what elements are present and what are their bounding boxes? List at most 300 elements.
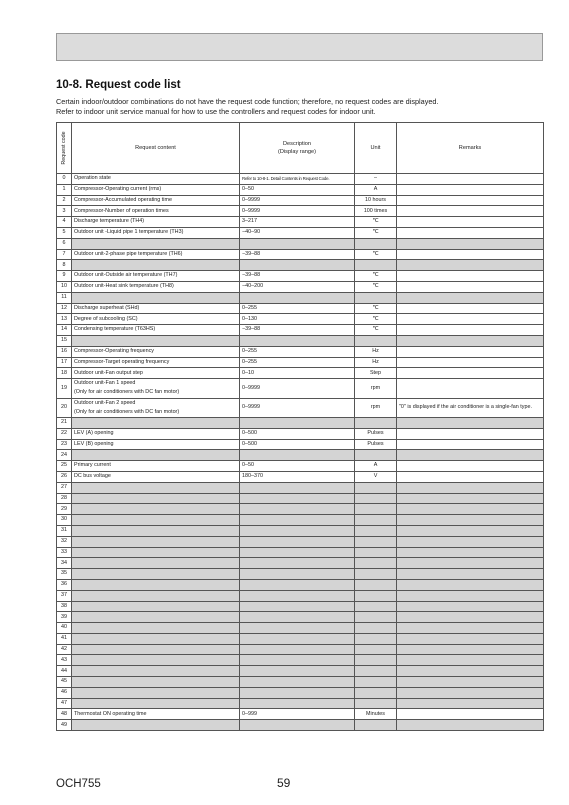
display-range-cell: −39–88 [240,325,355,336]
unit-cell [355,601,397,612]
remarks-cell [397,184,544,195]
request-code-cell: 25 [57,461,72,472]
remarks-cell [397,461,544,472]
remarks-cell [397,238,544,249]
unit-cell [355,633,397,644]
table-row [57,428,544,439]
table-row [57,569,544,580]
display-range-cell: −39–88 [240,249,355,260]
remarks-cell [397,379,544,398]
display-range-cell: 3–217 [240,217,355,228]
display-range-cell: 0–999 [240,709,355,720]
unit-cell: ℃ [355,303,397,314]
request-code-cell: 34 [57,558,72,569]
unit-cell [355,482,397,493]
remarks-cell [397,417,544,428]
request-content-cell: Compressor-Number of operation times [72,206,240,217]
remarks-cell [397,206,544,217]
request-code-cell: 1 [57,184,72,195]
display-range-cell [240,655,355,666]
display-range-cell: Refer to 10-8-1. Detail Contents in Request Code. [240,174,355,185]
display-range-cell [240,482,355,493]
display-range-cell: 0–50 [240,461,355,472]
table-row [57,303,544,314]
table-row [57,493,544,504]
remarks-cell [397,579,544,590]
unit-cell [355,450,397,461]
unit-cell: ℃ [355,281,397,292]
request-content-cell [72,536,240,547]
request-code-cell: 42 [57,644,72,655]
request-content-cell: Degree of subcooling (SC) [72,314,240,325]
request-content-cell [72,238,240,249]
request-code-cell: 6 [57,238,72,249]
unit-cell [355,612,397,623]
intro-text [56,97,536,117]
request-code-cell: 30 [57,515,72,526]
remarks-cell [397,325,544,336]
request-code-cell: 4 [57,217,72,228]
header-request-code: Request code [57,123,72,174]
table-row [57,482,544,493]
unit-cell [355,579,397,590]
intro-line-1: Certain indoor/outdoor combinations do not have the request code function; therefore, no request codes are displayed. [56,97,439,106]
display-range-cell: 0–130 [240,314,355,325]
remarks-cell [397,590,544,601]
unit-cell [355,525,397,536]
request-code-cell: 2 [57,195,72,206]
table-row [57,292,544,303]
unit-cell: Pulses [355,428,397,439]
request-content-cell [72,666,240,677]
request-code-cell: 47 [57,698,72,709]
request-code-cell: 17 [57,357,72,368]
request-content-cell: Thermostat ON operating time [72,709,240,720]
request-code-cell: 8 [57,260,72,271]
remarks-cell [397,493,544,504]
table-row [57,558,544,569]
request-code-cell: 27 [57,482,72,493]
table-row [57,260,544,271]
request-code-cell: 38 [57,601,72,612]
remarks-cell [397,260,544,271]
table-row [57,579,544,590]
remarks-cell [397,536,544,547]
table-row [57,184,544,195]
request-content-cell: Compressor-Operating current (rms) [72,184,240,195]
request-content-cell: Outdoor unit-Fan output step [72,368,240,379]
request-content-cell [72,450,240,461]
unit-cell [355,569,397,580]
table-row [57,227,544,238]
table-row [57,709,544,720]
unit-cell: ℃ [355,325,397,336]
table-body [57,174,544,731]
header-description-line2: (Display range) [278,149,316,155]
request-content-cell [72,720,240,731]
table-row [57,644,544,655]
request-content-cell [72,698,240,709]
remarks-cell [397,633,544,644]
request-code-cell: 15 [57,335,72,346]
request-content-cell [72,633,240,644]
display-range-cell [240,677,355,688]
display-range-cell: 0–9999 [240,398,355,417]
remarks-cell [397,569,544,580]
remarks-cell [397,666,544,677]
remarks-cell [397,471,544,482]
request-code-cell: 23 [57,439,72,450]
request-code-cell: 31 [57,525,72,536]
request-content-cell [72,644,240,655]
request-code-cell: 11 [57,292,72,303]
display-range-cell [240,547,355,558]
remarks-cell [397,271,544,282]
table-row [57,335,544,346]
display-range-cell [240,493,355,504]
display-range-cell: 0–500 [240,439,355,450]
unit-cell: A [355,461,397,472]
unit-cell [355,547,397,558]
display-range-cell: −40–90 [240,227,355,238]
request-content-cell [72,569,240,580]
table-row [57,471,544,482]
request-code-cell: 49 [57,720,72,731]
request-code-cell: 20 [57,398,72,417]
header-banner [56,33,543,61]
request-code-cell: 44 [57,666,72,677]
request-content-cell [72,525,240,536]
table-row [57,450,544,461]
remarks-cell [397,217,544,228]
display-range-cell [240,292,355,303]
display-range-cell [240,612,355,623]
display-range-cell [240,590,355,601]
display-range-cell: 0–10 [240,368,355,379]
table-row [57,417,544,428]
unit-cell: rpm [355,398,397,417]
display-range-cell [240,601,355,612]
display-range-cell: 0–255 [240,346,355,357]
display-range-cell [240,515,355,526]
request-content-cell: Primary current [72,461,240,472]
unit-cell: Hz [355,346,397,357]
remarks-cell [397,720,544,731]
request-content-cell: Outdoor unit -Liquid pipe 1 temperature (TH3) [72,227,240,238]
table-row [57,206,544,217]
unit-cell: ℃ [355,271,397,282]
header-description [240,123,355,174]
table-row [57,325,544,336]
display-range-cell: 0–9999 [240,206,355,217]
request-content-cell: Compressor-Operating frequency [72,346,240,357]
unit-cell [355,493,397,504]
table-row [57,398,544,417]
display-range-cell: −39–88 [240,271,355,282]
header-request-content: Request content [72,123,240,174]
request-code-cell: 35 [57,569,72,580]
request-content-cell [72,482,240,493]
remarks-cell [397,195,544,206]
request-content-cell [72,335,240,346]
unit-cell [355,260,397,271]
table-row [57,720,544,731]
unit-cell [355,417,397,428]
table-row [57,536,544,547]
request-content-cell [72,590,240,601]
request-content-cell [72,493,240,504]
request-content-cell: Outdoor unit-Heat sink temperature (TH8) [72,281,240,292]
unit-cell [355,720,397,731]
unit-cell: 100 times [355,206,397,217]
request-content-line2: (Only for air conditioners with DC fan motor) [74,389,180,396]
table-row [57,504,544,515]
table-row [57,590,544,601]
request-code-cell: 32 [57,536,72,547]
remarks-cell [397,335,544,346]
table-row [57,666,544,677]
request-code-cell: 40 [57,623,72,634]
unit-cell [355,687,397,698]
table-row [57,271,544,282]
unit-cell: – [355,174,397,185]
table-row [57,698,544,709]
unit-cell: Hz [355,357,397,368]
unit-cell: ℃ [355,249,397,260]
table-row [57,249,544,260]
remarks-cell [397,368,544,379]
request-code-cell: 13 [57,314,72,325]
table-row [57,281,544,292]
display-range-cell [240,644,355,655]
display-range-cell [240,633,355,644]
remarks-cell [397,547,544,558]
unit-cell [355,666,397,677]
display-range-cell: −40–200 [240,281,355,292]
table-row [57,195,544,206]
table-row [57,655,544,666]
request-code-cell: 37 [57,590,72,601]
request-content-line2: (Only for air conditioners with DC fan motor) [74,408,180,415]
remarks-cell [397,303,544,314]
display-range-cell [240,623,355,634]
unit-cell [355,558,397,569]
table-row [57,439,544,450]
unit-cell [355,623,397,634]
remarks-cell [397,314,544,325]
unit-cell: V [355,471,397,482]
display-range-cell: 0–500 [240,428,355,439]
unit-cell: 10 hours [355,195,397,206]
request-code-cell: 22 [57,428,72,439]
request-code-cell: 14 [57,325,72,336]
table-row [57,357,544,368]
request-code-cell: 29 [57,504,72,515]
remarks-cell [397,428,544,439]
request-content-cell [72,260,240,271]
request-content-cell: Compressor-Accumulated operating time [72,195,240,206]
request-content-cell [72,579,240,590]
request-content-cell [72,417,240,428]
request-code-cell: 12 [57,303,72,314]
unit-cell: Step [355,368,397,379]
display-range-cell: 180–370 [240,471,355,482]
remarks-cell [397,644,544,655]
request-content-cell [72,677,240,688]
display-range-cell [240,558,355,569]
request-content-cell [72,515,240,526]
footer-model: OCH755 [56,778,101,790]
remarks-cell [397,612,544,623]
unit-cell: A [355,184,397,195]
header-description-line1: Description [283,141,311,147]
table-row [57,379,544,398]
table-row [57,633,544,644]
remarks-cell [397,346,544,357]
request-content-cell: Operation state [72,174,240,185]
request-code-table [56,122,544,731]
table-row [57,217,544,228]
request-code-cell: 48 [57,709,72,720]
remarks-cell [397,450,544,461]
remarks-cell [397,357,544,368]
unit-cell [355,655,397,666]
remarks-cell [397,601,544,612]
remarks-cell [397,482,544,493]
unit-cell [355,335,397,346]
remarks-cell [397,709,544,720]
request-code-cell: 9 [57,271,72,282]
request-content-cell: LEV (A) opening [72,428,240,439]
table-row [57,515,544,526]
remarks-cell [397,227,544,238]
display-range-cell [240,698,355,709]
request-code-cell: 16 [57,346,72,357]
request-code-cell: 41 [57,633,72,644]
remarks-cell [397,292,544,303]
table-row [57,174,544,185]
table-row [57,368,544,379]
request-content-line1: Outdoor unit-Fan 2 speed [74,399,136,406]
remarks-cell [397,515,544,526]
intro-line-2: Refer to indoor unit service manual for how to use the controllers and request codes for indoor unit. [56,107,376,116]
unit-cell [355,292,397,303]
display-range-cell [240,417,355,428]
request-code-cell: 5 [57,227,72,238]
table-header-row [57,123,544,174]
remarks-cell [397,687,544,698]
unit-cell: rpm [355,379,397,398]
request-code-cell: 7 [57,249,72,260]
header-unit: Unit [355,123,397,174]
table-row [57,346,544,357]
request-content-cell: Condensing temperature (T63HS) [72,325,240,336]
display-range-cell [240,720,355,731]
remarks-cell [397,174,544,185]
request-code-cell: 45 [57,677,72,688]
request-content-cell [72,379,240,398]
display-range-cell: 0–50 [240,184,355,195]
unit-cell: ℃ [355,227,397,238]
unit-cell: ℃ [355,217,397,228]
unit-cell: Pulses [355,439,397,450]
unit-cell: Minutes [355,709,397,720]
request-code-cell: 3 [57,206,72,217]
remarks-cell [397,677,544,688]
table-row [57,238,544,249]
display-range-cell [240,525,355,536]
display-range-cell [240,335,355,346]
request-content-cell [72,601,240,612]
request-content-cell [72,612,240,623]
table-row [57,612,544,623]
remarks-cell [397,558,544,569]
remarks-cell [397,655,544,666]
request-content-cell: Compressor-Target operating frequency [72,357,240,368]
request-code-cell: 43 [57,655,72,666]
display-range-cell [240,569,355,580]
display-range-cell: 0–255 [240,357,355,368]
display-range-cell: 0–9999 [240,379,355,398]
display-range-cell [240,450,355,461]
display-range-cell [240,260,355,271]
request-content-cell: Outdoor unit-2-phase pipe temperature (TH6) [72,249,240,260]
request-code-cell: 21 [57,417,72,428]
page-number: 59 [277,776,291,790]
request-code-cell: 19 [57,379,72,398]
display-range-cell [240,238,355,249]
header-remarks: Remarks [397,123,544,174]
request-content-cell: Discharge superheat (SHd) [72,303,240,314]
unit-cell [355,644,397,655]
request-content-cell: LEV (B) opening [72,439,240,450]
table-row [57,687,544,698]
remarks-cell [397,249,544,260]
unit-cell [355,677,397,688]
request-content-cell [72,292,240,303]
request-code-cell: 28 [57,493,72,504]
table-row [57,677,544,688]
request-code-cell: 24 [57,450,72,461]
unit-cell [355,590,397,601]
table-row [57,314,544,325]
remarks-cell [397,623,544,634]
request-code-cell: 39 [57,612,72,623]
table-row [57,525,544,536]
remarks-cell [397,698,544,709]
request-content-cell: Discharge temperature (TH4) [72,217,240,228]
unit-cell [355,504,397,515]
section-title: 10-8. Request code list [56,79,181,91]
remarks-cell [397,281,544,292]
unit-cell [355,515,397,526]
table-row [57,461,544,472]
display-range-cell [240,666,355,677]
request-content-cell [72,547,240,558]
remarks-cell [397,504,544,515]
request-code-cell: 18 [57,368,72,379]
request-content-cell: DC bus voltage [72,471,240,482]
display-range-cell: 0–9999 [240,195,355,206]
request-code-cell: 46 [57,687,72,698]
request-code-cell: 10 [57,281,72,292]
remarks-cell [397,439,544,450]
unit-cell [355,698,397,709]
request-code-cell: 36 [57,579,72,590]
request-content-cell [72,558,240,569]
table-row [57,623,544,634]
table-row [57,601,544,612]
